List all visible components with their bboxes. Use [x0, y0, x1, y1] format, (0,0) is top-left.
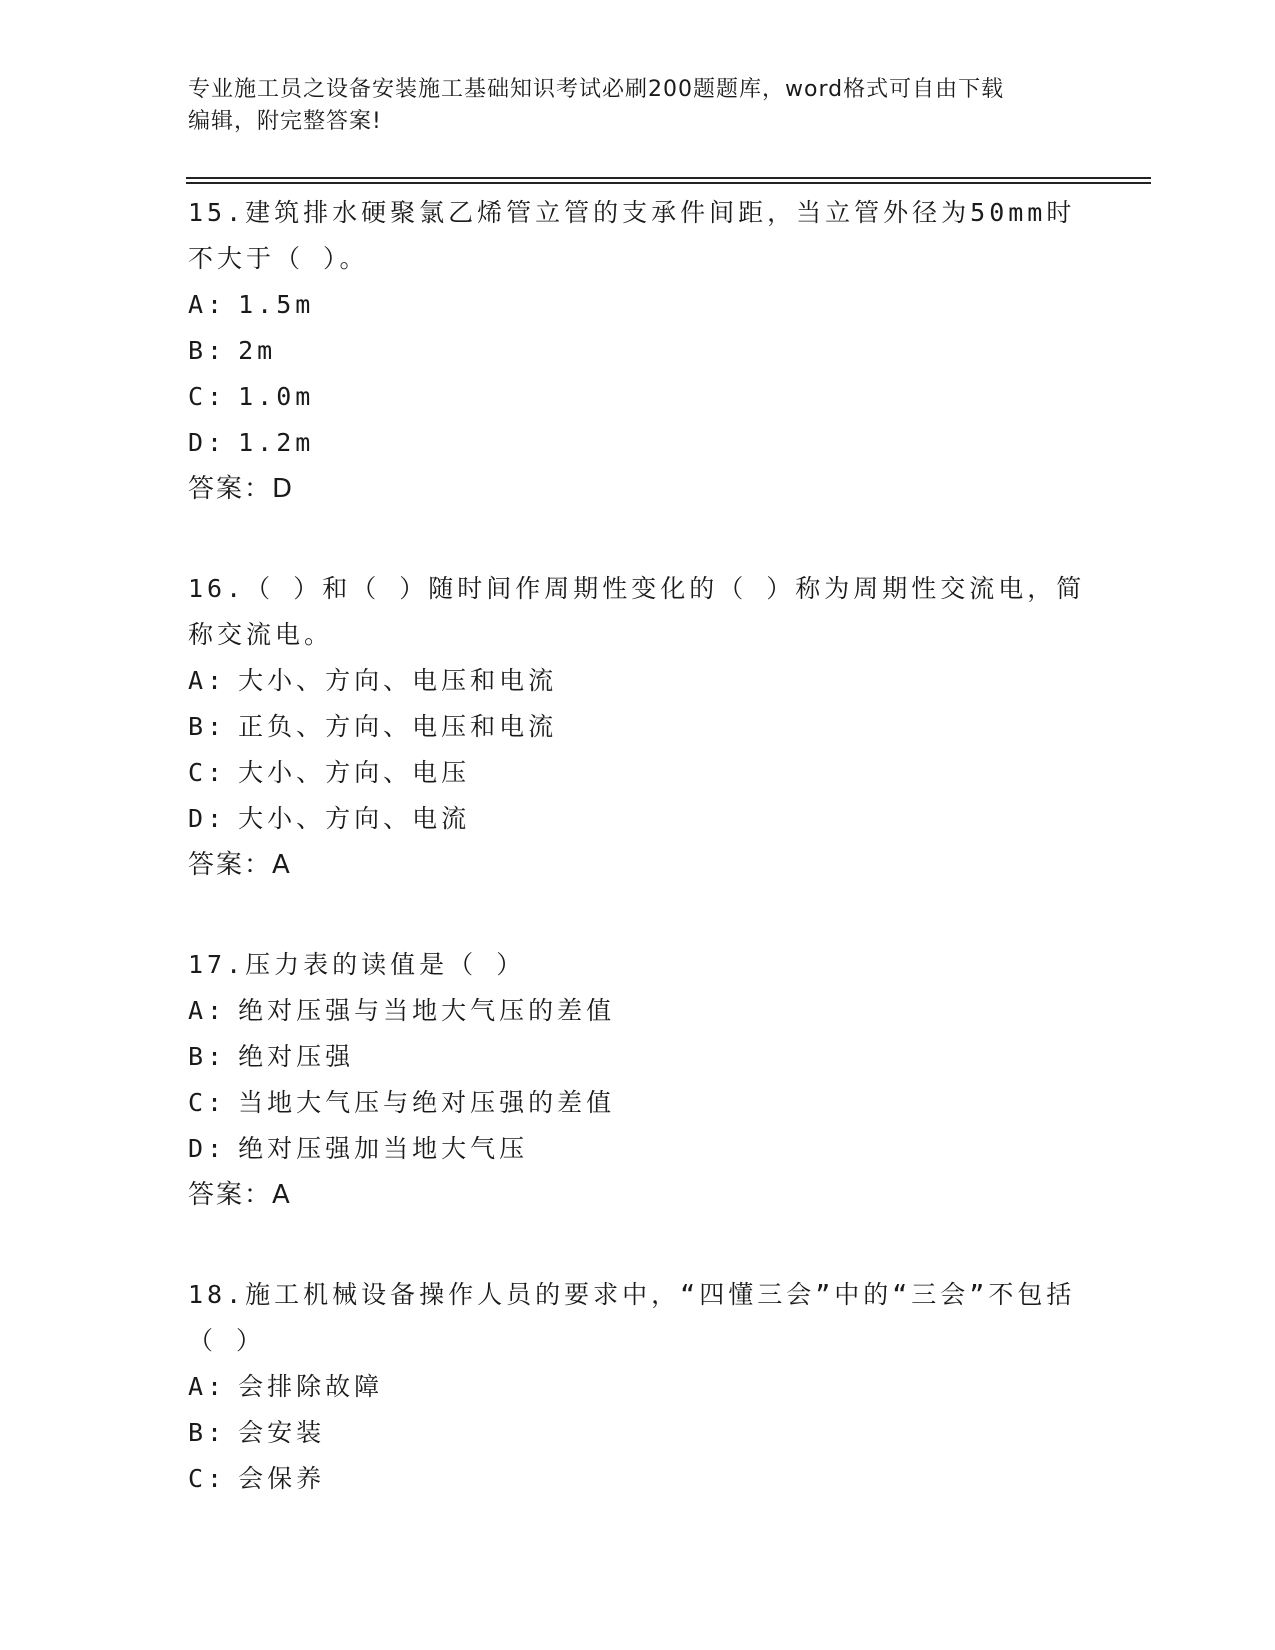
question-15 [188, 190, 1088, 512]
option-a [188, 658, 1088, 704]
option-a [188, 1364, 1088, 1410]
option-text: 1.2m [238, 428, 315, 457]
option-d [188, 796, 1088, 842]
option-text: 绝对压强 [238, 1042, 355, 1071]
option-text: 会排除故障 [238, 1372, 384, 1401]
option-key: D: [188, 428, 227, 457]
option-b [188, 1410, 1088, 1456]
question-17 [188, 942, 1088, 1218]
option-text: 当地大气压与绝对压强的差值 [238, 1088, 616, 1117]
option-c [188, 374, 1088, 420]
option-key: B: [188, 712, 227, 741]
option-key: C: [188, 1464, 227, 1493]
header-line-1: 专业施工员之设备安装施工基础知识考试必刷200题题库，word格式可自由下载 [188, 77, 1005, 102]
option-text: 绝对压强加当地大气压 [238, 1134, 529, 1163]
option-d [188, 1126, 1088, 1172]
option-key: A: [188, 290, 227, 319]
header-line-2: 编辑，附完整答案! [188, 109, 382, 134]
option-text: 1.5m [238, 290, 315, 319]
option-text: 大小、方向、电压和电流 [238, 666, 558, 695]
option-text: 会安装 [238, 1418, 326, 1447]
option-key: C: [188, 1088, 227, 1117]
option-key: A: [188, 666, 227, 695]
option-text: 大小、方向、电压 [238, 758, 471, 787]
option-b [188, 328, 1088, 374]
answer-label: 答案：A [188, 1180, 292, 1210]
option-text: 2m [238, 336, 277, 365]
question-18 [188, 1272, 1088, 1502]
answer-label: 答案：D [188, 474, 295, 504]
option-text: 正负、方向、电压和电流 [238, 712, 558, 741]
option-c [188, 1456, 1088, 1502]
question-stem: 16.（ ）和（ ）随时间作周期性变化的（ ）称为周期性交流电，简称交流电。 [188, 574, 1086, 649]
option-text: 大小、方向、电流 [238, 804, 471, 833]
option-text: 1.0m [238, 382, 315, 411]
question-stem: 17.压力表的读值是（ ） [188, 950, 526, 979]
option-key: B: [188, 1042, 227, 1071]
option-key: A: [188, 996, 227, 1025]
header-divider-top [186, 177, 1151, 179]
option-key: D: [188, 804, 227, 833]
option-key: B: [188, 336, 227, 365]
option-key: A: [188, 1372, 227, 1401]
option-key: C: [188, 758, 227, 787]
document-header [188, 74, 1088, 138]
header-divider-bottom [186, 182, 1151, 184]
option-b [188, 704, 1088, 750]
option-key: D: [188, 1134, 227, 1163]
answer-label: 答案：A [188, 850, 292, 880]
option-c [188, 750, 1088, 796]
question-stem: 18.施工机械设备操作人员的要求中，“四懂三会”中的“三会”不包括（ ） [188, 1280, 1076, 1355]
option-a [188, 988, 1088, 1034]
question-16 [188, 566, 1088, 888]
question-list [188, 190, 1088, 1556]
option-a [188, 282, 1088, 328]
option-key: C: [188, 382, 227, 411]
option-key: B: [188, 1418, 227, 1447]
option-b [188, 1034, 1088, 1080]
option-d [188, 420, 1088, 466]
question-stem: 15.建筑排水硬聚氯乙烯管立管的支承件间距，当立管外径为50mm时不大于（ ）。 [188, 198, 1076, 273]
option-text: 绝对压强与当地大气压的差值 [238, 996, 616, 1025]
option-c [188, 1080, 1088, 1126]
option-text: 会保养 [238, 1464, 326, 1493]
